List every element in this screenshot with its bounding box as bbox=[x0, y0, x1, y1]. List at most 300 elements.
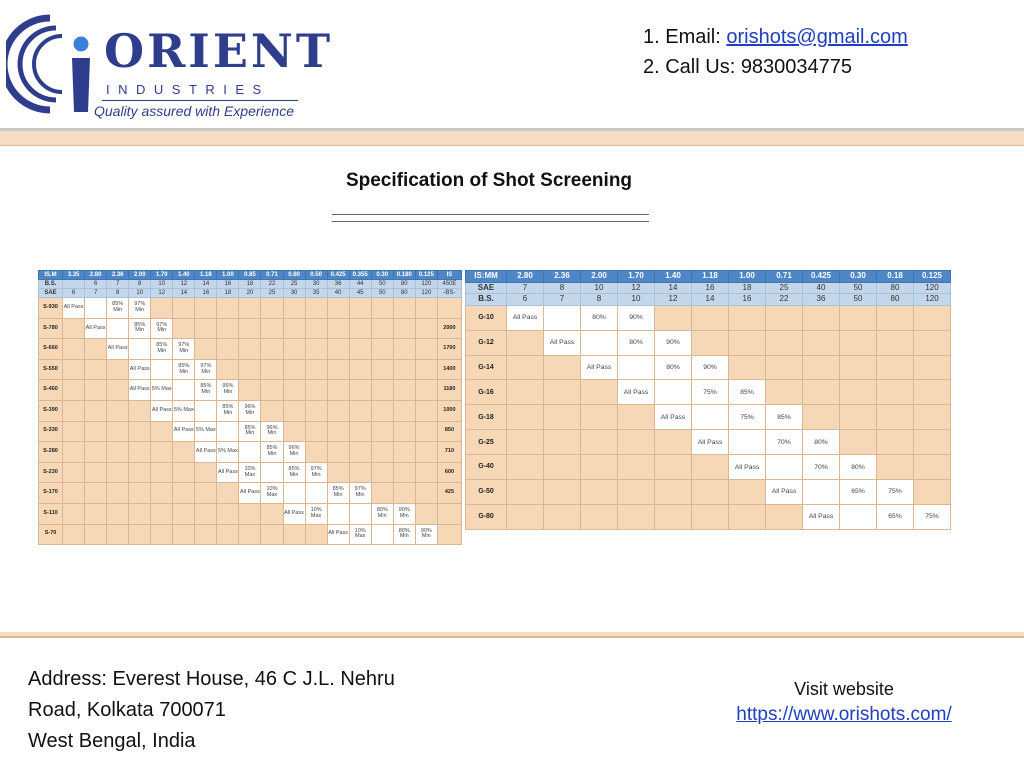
value-cell bbox=[305, 524, 327, 545]
value-cell bbox=[107, 421, 129, 442]
value-cell bbox=[877, 405, 914, 430]
value-cell bbox=[217, 359, 239, 380]
grade-cell: G-10 bbox=[466, 305, 507, 330]
value-cell bbox=[914, 405, 951, 430]
grade-cell: S-70 bbox=[39, 524, 63, 545]
value-cell bbox=[618, 504, 655, 529]
value-cell bbox=[803, 480, 840, 505]
table-row bbox=[466, 380, 951, 405]
value-cell: 5% Max bbox=[217, 442, 239, 463]
header-cell: 14 bbox=[173, 289, 195, 298]
value-cell bbox=[371, 462, 393, 483]
value-cell bbox=[914, 380, 951, 405]
value-cell bbox=[151, 483, 173, 504]
value-cell bbox=[803, 380, 840, 405]
header-cell: 7 bbox=[107, 280, 129, 289]
header-row bbox=[466, 294, 951, 306]
value-cell bbox=[261, 503, 283, 524]
value-cell bbox=[85, 339, 107, 360]
value-cell bbox=[283, 400, 305, 421]
header-cell: 7 bbox=[85, 289, 107, 298]
grade-cell: S-460 bbox=[39, 380, 63, 401]
value-cell: 80% Min bbox=[371, 503, 393, 524]
table-row bbox=[466, 480, 951, 505]
value-cell bbox=[261, 400, 283, 421]
address-line: West Bengal, India bbox=[28, 730, 196, 752]
value-cell bbox=[261, 524, 283, 545]
value-cell bbox=[129, 442, 151, 463]
header-cell: 18 bbox=[217, 289, 239, 298]
value-cell bbox=[239, 298, 261, 319]
value-cell: 85% Min bbox=[217, 400, 239, 421]
value-cell bbox=[283, 339, 305, 360]
value-cell bbox=[283, 524, 305, 545]
value-cell bbox=[327, 380, 349, 401]
table-row bbox=[466, 330, 951, 355]
header-cell: 16 bbox=[217, 280, 239, 289]
address-block bbox=[28, 664, 458, 757]
value-cell bbox=[349, 318, 371, 339]
header-cell: 36 bbox=[803, 294, 840, 306]
value-cell bbox=[151, 462, 173, 483]
value-cell bbox=[877, 430, 914, 455]
grade-cell: S-550 bbox=[39, 359, 63, 380]
value-cell bbox=[129, 339, 151, 360]
table-row bbox=[39, 483, 462, 504]
company-logo bbox=[6, 6, 334, 124]
value-cell bbox=[655, 455, 692, 480]
hardness-cell: 2000 bbox=[437, 318, 461, 339]
value-cell bbox=[85, 462, 107, 483]
header-label-cell: SAE bbox=[466, 282, 507, 294]
value-cell: All Pass bbox=[129, 359, 151, 380]
value-cell bbox=[151, 503, 173, 524]
value-cell bbox=[107, 483, 129, 504]
header-cell: 0.71 bbox=[766, 271, 803, 283]
table-row bbox=[39, 400, 462, 421]
value-cell bbox=[305, 400, 327, 421]
phone-label: 2. Call Us: bbox=[643, 56, 741, 78]
value-cell: 70% bbox=[766, 430, 803, 455]
visit-label: Visit website bbox=[794, 679, 894, 699]
header-cell: 1.70 bbox=[151, 271, 173, 280]
header-cell bbox=[63, 280, 85, 289]
value-cell: 10% Max bbox=[261, 483, 283, 504]
value-cell bbox=[327, 298, 349, 319]
value-cell: 5% Max bbox=[173, 400, 195, 421]
value-cell bbox=[63, 400, 85, 421]
value-cell: 90% Min bbox=[393, 503, 415, 524]
header-cell: 25 bbox=[261, 289, 283, 298]
value-cell: 80% bbox=[803, 430, 840, 455]
value-cell: All Pass bbox=[729, 455, 766, 480]
value-cell bbox=[581, 455, 618, 480]
value-cell bbox=[415, 298, 437, 319]
value-cell bbox=[371, 359, 393, 380]
value-cell bbox=[507, 380, 544, 405]
value-cell: 85% Min bbox=[261, 442, 283, 463]
header-cell: 0.125 bbox=[914, 271, 951, 283]
value-cell: 97% Min bbox=[195, 359, 217, 380]
value-cell: 75% bbox=[914, 504, 951, 529]
table-row bbox=[39, 524, 462, 545]
value-cell bbox=[415, 318, 437, 339]
header-cell: 10 bbox=[581, 282, 618, 294]
value-cell bbox=[327, 359, 349, 380]
value-cell bbox=[415, 400, 437, 421]
header-cell: 120 bbox=[415, 289, 437, 298]
value-cell: 85% Min bbox=[129, 318, 151, 339]
value-cell bbox=[151, 524, 173, 545]
value-cell: All Pass bbox=[151, 400, 173, 421]
value-cell bbox=[173, 318, 195, 339]
email-link[interactable]: orishots@gmail.com bbox=[726, 26, 908, 48]
value-cell bbox=[305, 339, 327, 360]
value-cell bbox=[544, 405, 581, 430]
value-cell bbox=[840, 380, 877, 405]
header-cell: 1.40 bbox=[655, 271, 692, 283]
value-cell bbox=[217, 524, 239, 545]
value-cell bbox=[173, 483, 195, 504]
header-cell: 30 bbox=[305, 280, 327, 289]
header-cell: 16 bbox=[195, 289, 217, 298]
value-cell bbox=[544, 480, 581, 505]
value-cell: All Pass bbox=[581, 355, 618, 380]
value-cell bbox=[261, 339, 283, 360]
value-cell: 70% bbox=[803, 455, 840, 480]
value-cell: 97% Min bbox=[349, 483, 371, 504]
value-cell bbox=[371, 298, 393, 319]
value-cell: 65% bbox=[840, 480, 877, 505]
value-cell bbox=[217, 318, 239, 339]
value-cell bbox=[217, 339, 239, 360]
hardness-cell: 425 bbox=[437, 483, 461, 504]
value-cell bbox=[305, 380, 327, 401]
value-cell bbox=[85, 483, 107, 504]
value-cell bbox=[305, 318, 327, 339]
header-row bbox=[39, 289, 462, 298]
header-cell: 2.80 bbox=[85, 271, 107, 280]
value-cell bbox=[283, 421, 305, 442]
hardness-cell bbox=[437, 298, 461, 319]
title-underline bbox=[332, 214, 649, 215]
value-cell: 96% Min bbox=[239, 400, 261, 421]
value-cell bbox=[507, 504, 544, 529]
logo-tagline: Quality assured with Experience bbox=[94, 103, 294, 119]
value-cell: 97% Min bbox=[305, 462, 327, 483]
value-cell: 5% Max bbox=[195, 421, 217, 442]
value-cell: 85% Min bbox=[107, 298, 129, 319]
value-cell bbox=[914, 305, 951, 330]
value-cell: All Pass bbox=[618, 380, 655, 405]
value-cell bbox=[173, 462, 195, 483]
value-cell bbox=[371, 442, 393, 463]
value-cell bbox=[151, 298, 173, 319]
value-cell bbox=[195, 339, 217, 360]
value-cell bbox=[327, 339, 349, 360]
value-cell bbox=[914, 430, 951, 455]
value-cell bbox=[371, 318, 393, 339]
value-cell bbox=[766, 504, 803, 529]
value-cell bbox=[371, 339, 393, 360]
value-cell bbox=[729, 504, 766, 529]
header-cell: 0.85 bbox=[239, 271, 261, 280]
value-cell bbox=[393, 318, 415, 339]
header-label-cell: IS.M bbox=[39, 271, 63, 280]
header-cell: 1.40 bbox=[173, 271, 195, 280]
value-cell: All Pass bbox=[692, 430, 729, 455]
value-cell bbox=[217, 483, 239, 504]
value-cell bbox=[195, 524, 217, 545]
table-row bbox=[39, 462, 462, 483]
header-cell: 8 bbox=[544, 282, 581, 294]
header-cell: 20 bbox=[239, 289, 261, 298]
header-cell: 6 bbox=[85, 280, 107, 289]
header-cell: 8 bbox=[107, 289, 129, 298]
value-cell bbox=[349, 462, 371, 483]
value-cell bbox=[692, 504, 729, 529]
value-cell bbox=[327, 400, 349, 421]
hardness-cell: 1700 bbox=[437, 339, 461, 360]
header-cell: 35 bbox=[305, 289, 327, 298]
value-cell bbox=[840, 330, 877, 355]
value-cell bbox=[803, 405, 840, 430]
value-cell: 80% bbox=[840, 455, 877, 480]
value-cell bbox=[349, 421, 371, 442]
website-link[interactable]: https://www.orishots.com/ bbox=[736, 704, 952, 725]
value-cell bbox=[544, 380, 581, 405]
hardness-cell: 600 bbox=[437, 462, 461, 483]
value-cell: 10% Max bbox=[239, 462, 261, 483]
value-cell bbox=[507, 405, 544, 430]
logo-divider bbox=[102, 100, 298, 101]
value-cell bbox=[327, 503, 349, 524]
value-cell bbox=[305, 442, 327, 463]
hardness-cell: 1180 bbox=[437, 380, 461, 401]
table-row bbox=[466, 430, 951, 455]
header-cell: 12 bbox=[618, 282, 655, 294]
value-cell bbox=[393, 421, 415, 442]
value-cell: 85% Min bbox=[327, 483, 349, 504]
value-cell: All Pass bbox=[803, 504, 840, 529]
header-cell: 2.80 bbox=[507, 271, 544, 283]
value-cell bbox=[803, 330, 840, 355]
value-cell bbox=[261, 359, 283, 380]
table-row bbox=[39, 442, 462, 463]
value-cell bbox=[85, 421, 107, 442]
value-cell: 5% Max bbox=[151, 380, 173, 401]
value-cell bbox=[63, 380, 85, 401]
value-cell bbox=[618, 480, 655, 505]
value-cell: All Pass bbox=[655, 405, 692, 430]
value-cell: 97% Min bbox=[151, 318, 173, 339]
value-cell bbox=[107, 524, 129, 545]
header-cell: 0.60 bbox=[283, 271, 305, 280]
table-row bbox=[466, 405, 951, 430]
header-cell: 36 bbox=[327, 280, 349, 289]
header-cell: 1.00 bbox=[217, 271, 239, 280]
value-cell bbox=[415, 339, 437, 360]
header-cell: 10 bbox=[618, 294, 655, 306]
value-cell bbox=[63, 421, 85, 442]
value-cell bbox=[239, 380, 261, 401]
value-cell bbox=[655, 305, 692, 330]
value-cell bbox=[618, 455, 655, 480]
value-cell bbox=[371, 483, 393, 504]
header-cell: 1.00 bbox=[729, 271, 766, 283]
header-cell: 18 bbox=[239, 280, 261, 289]
value-cell bbox=[283, 380, 305, 401]
header-cell: 50 bbox=[371, 280, 393, 289]
value-cell bbox=[618, 355, 655, 380]
value-cell bbox=[173, 503, 195, 524]
value-cell bbox=[217, 503, 239, 524]
value-cell bbox=[766, 380, 803, 405]
value-cell bbox=[129, 483, 151, 504]
grade-cell: S-280 bbox=[39, 442, 63, 463]
table-row bbox=[39, 318, 462, 339]
header-cell: 12 bbox=[151, 289, 173, 298]
value-cell bbox=[914, 455, 951, 480]
header-cell: 0.71 bbox=[261, 271, 283, 280]
value-cell bbox=[393, 483, 415, 504]
header-cell: 80 bbox=[393, 289, 415, 298]
value-cell: 10% Max bbox=[349, 524, 371, 545]
value-cell bbox=[914, 480, 951, 505]
value-cell: 85% Min bbox=[151, 339, 173, 360]
header-cell: 8 bbox=[581, 294, 618, 306]
value-cell bbox=[840, 305, 877, 330]
header-cell: 0.30 bbox=[840, 271, 877, 283]
header-cell: 44 bbox=[349, 280, 371, 289]
value-cell bbox=[415, 483, 437, 504]
header-cell: 12 bbox=[655, 294, 692, 306]
value-cell bbox=[63, 462, 85, 483]
value-cell: 75% bbox=[729, 405, 766, 430]
value-cell bbox=[393, 462, 415, 483]
value-cell bbox=[581, 504, 618, 529]
value-cell bbox=[544, 430, 581, 455]
header-cell: -BS- bbox=[437, 289, 461, 298]
grade-cell: G-80 bbox=[466, 504, 507, 529]
value-cell bbox=[63, 339, 85, 360]
value-cell bbox=[766, 330, 803, 355]
header-cell: 6 bbox=[507, 294, 544, 306]
value-cell: 75% bbox=[692, 380, 729, 405]
value-cell: All Pass bbox=[766, 480, 803, 505]
value-cell bbox=[239, 318, 261, 339]
header-label-cell: IS:MM bbox=[466, 271, 507, 283]
value-cell bbox=[327, 318, 349, 339]
value-cell bbox=[85, 524, 107, 545]
header-cell: 2.36 bbox=[107, 271, 129, 280]
header-row bbox=[466, 271, 951, 283]
value-cell bbox=[415, 359, 437, 380]
value-cell bbox=[415, 442, 437, 463]
value-cell bbox=[85, 359, 107, 380]
value-cell bbox=[692, 305, 729, 330]
grade-cell: G-25 bbox=[466, 430, 507, 455]
header-cell: 30 bbox=[283, 289, 305, 298]
address-line: Address: Everest House, 46 C J.L. Nehru bbox=[28, 668, 395, 690]
value-cell: All Pass bbox=[107, 339, 129, 360]
table-row bbox=[466, 305, 951, 330]
value-cell bbox=[129, 421, 151, 442]
value-cell bbox=[195, 462, 217, 483]
value-cell bbox=[195, 483, 217, 504]
hardness-cell: 1000 bbox=[437, 400, 461, 421]
grade-cell: G-12 bbox=[466, 330, 507, 355]
value-cell: 85% Min bbox=[195, 380, 217, 401]
value-cell bbox=[63, 318, 85, 339]
value-cell bbox=[581, 405, 618, 430]
header-cell: 18 bbox=[729, 282, 766, 294]
grade-cell: G-16 bbox=[466, 380, 507, 405]
value-cell bbox=[729, 305, 766, 330]
header-cell: 0.180 bbox=[393, 271, 415, 280]
header-cell: 0.125 bbox=[415, 271, 437, 280]
table-row bbox=[39, 503, 462, 524]
value-cell: 90% bbox=[618, 305, 655, 330]
value-cell bbox=[85, 380, 107, 401]
value-cell bbox=[581, 430, 618, 455]
value-cell bbox=[655, 504, 692, 529]
value-cell bbox=[655, 380, 692, 405]
value-cell bbox=[692, 330, 729, 355]
value-cell bbox=[877, 355, 914, 380]
value-cell bbox=[877, 330, 914, 355]
header-cell: 2.36 bbox=[544, 271, 581, 283]
value-cell: 65% bbox=[877, 504, 914, 529]
header-row bbox=[466, 282, 951, 294]
value-cell bbox=[371, 380, 393, 401]
address-line: Road, Kolkata 700071 bbox=[28, 699, 226, 721]
value-cell bbox=[239, 503, 261, 524]
top-divider-band bbox=[0, 128, 1024, 146]
title-underline bbox=[332, 221, 649, 222]
value-cell bbox=[840, 504, 877, 529]
value-cell bbox=[305, 298, 327, 319]
header-cell: 0.50 bbox=[305, 271, 327, 280]
value-cell: 75% bbox=[877, 480, 914, 505]
value-cell bbox=[803, 355, 840, 380]
value-cell bbox=[544, 455, 581, 480]
contact-block bbox=[643, 22, 908, 82]
header-cell: 0.355 bbox=[349, 271, 371, 280]
value-cell: All Pass bbox=[217, 462, 239, 483]
value-cell bbox=[618, 405, 655, 430]
grade-cell: S-780 bbox=[39, 318, 63, 339]
value-cell bbox=[766, 455, 803, 480]
value-cell bbox=[239, 442, 261, 463]
header-cell: 14 bbox=[692, 294, 729, 306]
value-cell: 80% Min bbox=[393, 524, 415, 545]
value-cell: 80% bbox=[618, 330, 655, 355]
value-cell bbox=[729, 330, 766, 355]
value-cell bbox=[327, 462, 349, 483]
value-cell bbox=[581, 480, 618, 505]
header-cell: 80 bbox=[877, 294, 914, 306]
value-cell bbox=[107, 442, 129, 463]
value-cell bbox=[507, 480, 544, 505]
hardness-cell: 850 bbox=[437, 421, 461, 442]
value-cell: All Pass bbox=[544, 330, 581, 355]
header-cell: 14 bbox=[195, 280, 217, 289]
value-cell bbox=[217, 421, 239, 442]
value-cell: All Pass bbox=[327, 524, 349, 545]
header-cell: 0.18 bbox=[877, 271, 914, 283]
value-cell bbox=[107, 400, 129, 421]
